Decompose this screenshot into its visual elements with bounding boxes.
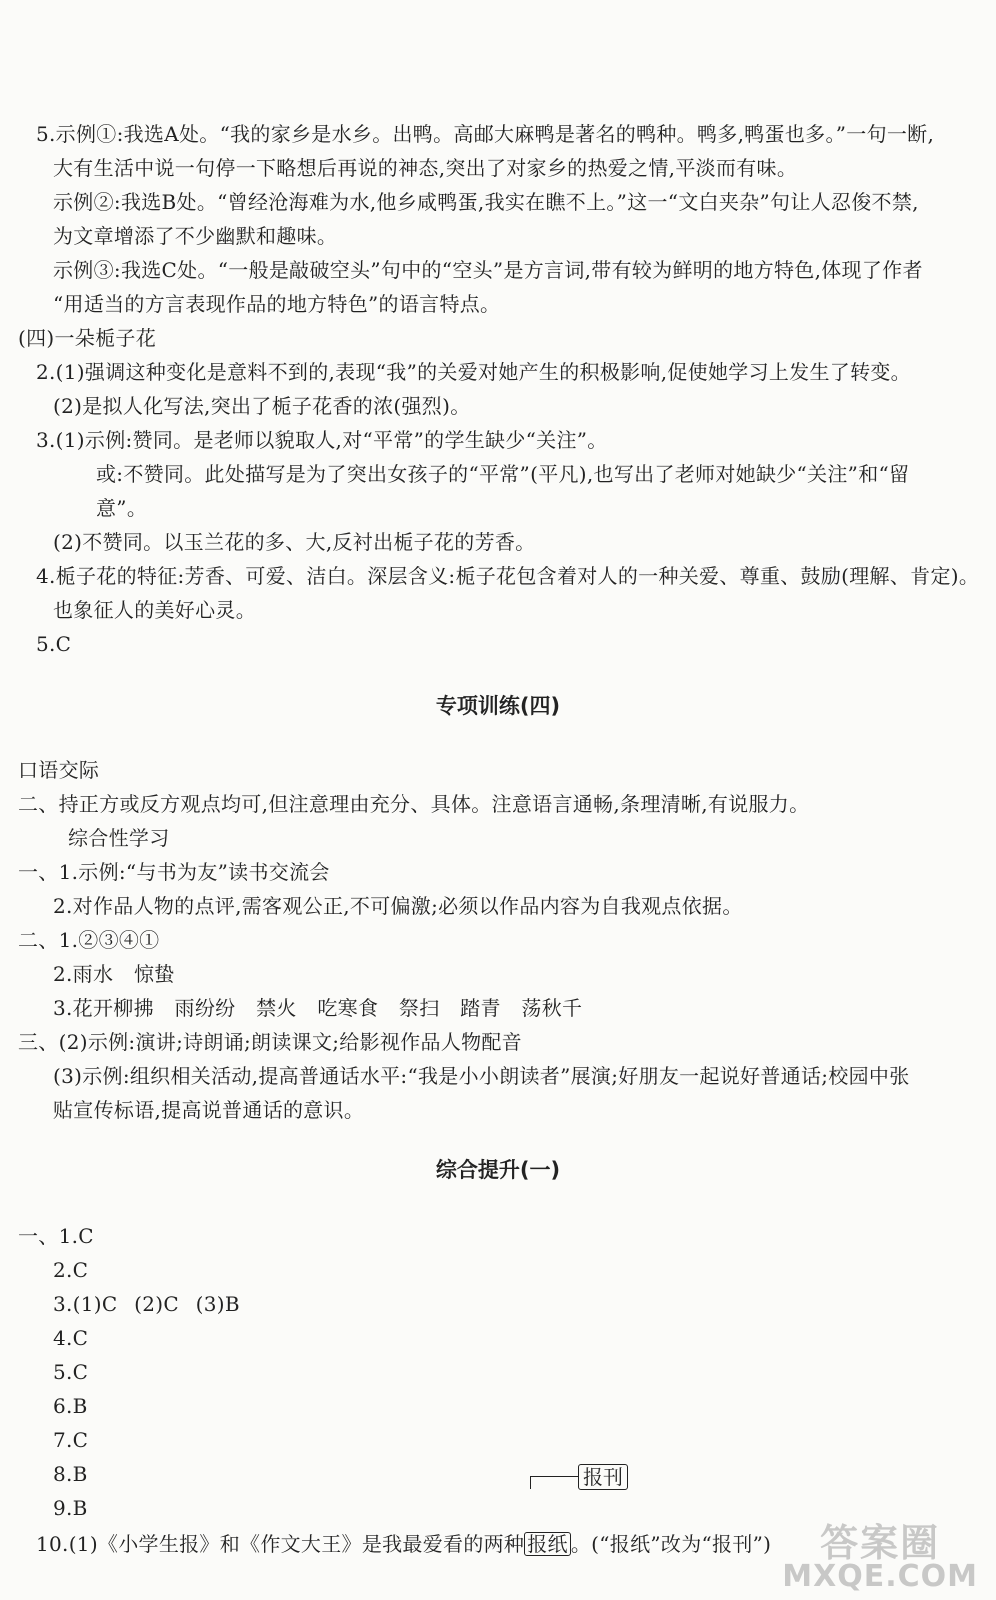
answer-line: 4.栀子花的特征:芳香、可爱、洁白。深层含义:栀子花包含着对人的一种关爱、尊重、鼓励(理解、肯定)。: [36, 564, 980, 588]
watermark-cn: 答案圈: [820, 1521, 941, 1565]
answer-line: 示例③:我选C处。“一般是敲破空头”句中的“空头”是方言词,带有较为鲜明的地方特色,体现了作者: [53, 258, 923, 282]
correction-box: 报刊: [578, 1464, 628, 1490]
correction-connector: [530, 1476, 579, 1489]
watermark-logo: [782, 1521, 978, 1594]
answer-line: 一、1.示例:“与书为友”读书交流会: [18, 860, 330, 884]
answer-line: 2.C: [53, 1258, 89, 1282]
q10-prefix: 10.(1)《小学生报》和《作文大王》是我最爱看的两种: [36, 1532, 525, 1556]
section-title: 综合提升(一): [435, 1158, 561, 1182]
section-heading: (四)一朵栀子花: [18, 326, 157, 350]
answer-line: 3.(1)C (2)C (3)B: [53, 1292, 240, 1316]
answer-line: 二、1.②③④①: [18, 928, 160, 952]
answer-line: 3.花开柳拂 雨纷纷 禁火 吃寒食 祭扫 踏青 荡秋千: [53, 996, 583, 1020]
answer-line: (3)示例:组织相关活动,提高普通话水平:“我是小小朗读者”展演;好朋友一起说好普通话;校园中张: [53, 1064, 910, 1088]
answer-line: (2)是拟人化写法,突出了栀子花香的浓(强烈)。: [53, 394, 471, 418]
answer-line: 8.B: [53, 1462, 88, 1486]
boxed-word: 报纸: [524, 1532, 571, 1556]
subsection-heading: 口语交际: [18, 758, 100, 782]
answer-line: 二、持正方或反方观点均可,但注意理由充分、具体。注意语言通畅,条理清晰,有说服力。: [18, 792, 810, 816]
answer-line: 6.B: [53, 1394, 88, 1418]
answer-line: 三、(2)示例:演讲;诗朗诵;朗读课文;给影视作品人物配音: [18, 1030, 522, 1054]
watermark-en: MXQE.COM: [782, 1559, 978, 1594]
answer-line: 意”。: [96, 496, 148, 520]
answer-line: 2.对作品人物的点评,需客观公正,不可偏激;必须以作品内容为自我观点依据。: [53, 894, 743, 918]
answer-line: 2.雨水 惊蛰: [53, 962, 175, 986]
subsection-heading: 综合性学习: [68, 826, 170, 850]
answer-line: 4.C: [53, 1326, 89, 1350]
answer-line: 示例②:我选B处。“曾经沧海难为水,他乡咸鸭蛋,我实在瞧不上。”这一“文白夹杂”句让人忍俊不禁,: [53, 190, 919, 214]
answer-line: 5.示例①:我选A处。“我的家乡是水乡。出鸭。高邮大麻鸭是著名的鸭种。鸭多,鸭蛋也多。”一句一断,: [36, 122, 935, 146]
answer-line: (2)不赞同。以玉兰花的多、大,反衬出栀子花的芳香。: [53, 530, 536, 554]
answer-line: 3.(1)示例:赞同。是老师以貌取人,对“平常”的学生缺少“关注”。: [36, 428, 608, 452]
answer-line: 也象征人的美好心灵。: [53, 598, 256, 622]
answer-line: 7.C: [53, 1428, 89, 1452]
answer-line: 为文章增添了不少幽默和趣味。: [53, 224, 338, 248]
answer-line: 2.(1)强调这种变化是意料不到的,表现“我”的关爱对她产生的积极影响,促使她学习上发生了转变。: [36, 360, 911, 384]
answer-line-q10: [36, 1530, 771, 1558]
answer-line: 贴宣传标语,提高说普通话的意识。: [53, 1098, 365, 1122]
answer-line: 9.B: [53, 1496, 88, 1520]
q10-suffix: 。(“报纸”改为“报刊”): [570, 1532, 772, 1556]
answer-line: 5.C: [53, 1360, 89, 1384]
answer-line: 5.C: [36, 632, 72, 656]
answer-line: 大有生活中说一句停一下略想后再说的神态,突出了对家乡的热爱之情,平淡而有味。: [53, 156, 798, 180]
section-title: 专项训练(四): [435, 694, 561, 718]
answer-line: 或:不赞同。此处描写是为了突出女孩子的“平常”(平凡),也写出了老师对她缺少“关注”和“留: [96, 462, 910, 486]
answer-line: “用适当的方言表现作品的地方特色”的语言特点。: [53, 292, 501, 316]
answer-line: 一、1.C: [18, 1224, 94, 1248]
